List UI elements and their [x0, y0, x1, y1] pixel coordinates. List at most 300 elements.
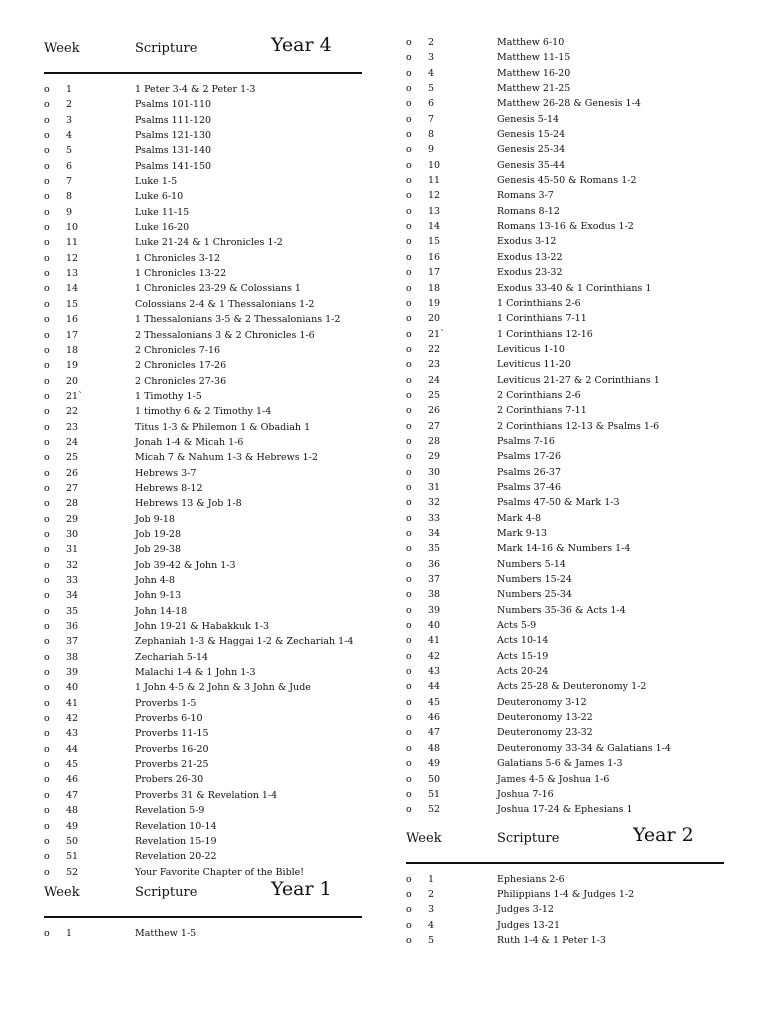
checkbox-circle-icon[interactable]: o: [406, 98, 412, 110]
scripture-reference: Micah 7 & Nahum 1-3 & Hebrews 1-2: [135, 452, 318, 464]
checkbox-circle-icon[interactable]: o: [406, 589, 412, 601]
week-number: 24: [66, 436, 79, 448]
checkbox-circle-icon[interactable]: o: [44, 482, 50, 494]
week-number: 32: [428, 497, 441, 509]
scripture-reference: Revelation 15-19: [135, 835, 217, 847]
reading-row: [406, 357, 724, 372]
checkbox-circle-icon[interactable]: o: [44, 99, 50, 111]
scripture-reference: James 4-5 & Joshua 1-6: [497, 773, 610, 785]
checkbox-circle-icon[interactable]: o: [406, 512, 412, 524]
scripture-reference: Ephesians 2-6: [497, 873, 565, 885]
year2-header: [406, 823, 724, 864]
year1-rows: [44, 926, 362, 941]
scripture-reference: 1 Chronicles 13-22: [135, 268, 227, 280]
scripture-reference: Psalms 131-140: [135, 145, 212, 157]
checkbox-circle-icon[interactable]: o: [44, 651, 50, 663]
checkbox-circle-icon[interactable]: o: [406, 497, 412, 509]
checkbox-circle-icon[interactable]: o: [44, 390, 50, 402]
week-number: 18: [428, 282, 441, 294]
checkbox-circle-icon[interactable]: o: [44, 667, 50, 679]
reading-row: [44, 558, 362, 573]
reading-row: [44, 297, 362, 312]
week-number: 49: [66, 820, 79, 832]
checkbox-circle-icon[interactable]: o: [44, 559, 50, 571]
reading-row: [406, 902, 724, 917]
reading-row: [406, 281, 724, 296]
reading-row: [44, 665, 362, 680]
week-number: 28: [66, 498, 79, 510]
checkbox-circle-icon[interactable]: o: [406, 159, 412, 171]
checkbox-circle-icon[interactable]: o: [406, 888, 412, 900]
checkbox-circle-icon[interactable]: o: [44, 176, 50, 188]
reading-row: [44, 542, 362, 557]
checkbox-circle-icon[interactable]: o: [406, 83, 412, 95]
scripture-reference: Numbers 35-36 & Acts 1-4: [497, 604, 626, 616]
scripture-reference: Your Favorite Chapter of the Bible!: [135, 866, 305, 878]
scripture-reference: Judges 3-12: [497, 904, 554, 916]
week-number: 13: [66, 268, 79, 280]
checkbox-circle-icon[interactable]: o: [406, 727, 412, 739]
reading-row: [406, 918, 724, 933]
reading-row: [406, 664, 724, 679]
right-stack: [406, 0, 724, 948]
scripture-reference: Acts 20-24: [497, 666, 549, 678]
reading-row: [406, 35, 724, 50]
checkbox-circle-icon[interactable]: o: [406, 343, 412, 355]
checkbox-circle-icon[interactable]: o: [406, 543, 412, 555]
checkbox-circle-icon[interactable]: o: [44, 406, 50, 418]
checkbox-circle-icon[interactable]: o: [44, 728, 50, 740]
checkbox-circle-icon[interactable]: o: [406, 389, 412, 401]
reading-row: [406, 526, 724, 541]
checkbox-circle-icon[interactable]: o: [406, 67, 412, 79]
checkbox-circle-icon[interactable]: o: [406, 175, 412, 187]
checkbox-circle-icon[interactable]: o: [44, 820, 50, 832]
week-number: 13: [428, 205, 441, 217]
reading-row: [44, 143, 362, 158]
scripture-reference: Acts 10-14: [497, 635, 549, 647]
reading-row: [406, 511, 724, 526]
week-number: 17: [428, 267, 441, 279]
reading-row: [406, 188, 724, 203]
checkbox-circle-icon[interactable]: o: [44, 114, 50, 126]
checkbox-circle-icon[interactable]: o: [406, 435, 412, 447]
checkbox-circle-icon[interactable]: o: [406, 742, 412, 754]
week-number: 2: [66, 99, 73, 111]
reading-row: [44, 281, 362, 296]
week-number: 5: [428, 934, 435, 946]
reading-row: [406, 403, 724, 418]
scripture-reference: Proverbs 16-20: [135, 743, 209, 755]
checkbox-circle-icon[interactable]: o: [406, 712, 412, 724]
week-number: 5: [66, 145, 73, 157]
reading-row: [406, 480, 724, 495]
checkbox-circle-icon[interactable]: o: [406, 604, 412, 616]
reading-row: [406, 603, 724, 618]
reading-row: [406, 933, 724, 948]
scripture-reference: Deuteronomy 13-22: [497, 712, 593, 724]
week-number: 37: [428, 574, 441, 586]
scripture-reference: Proverbs 31 & Revelation 1-4: [135, 789, 278, 801]
reading-row: [44, 97, 362, 112]
week-number: 17: [66, 329, 79, 341]
reading-row: [406, 327, 724, 342]
scripture-reference: Proverbs 11-15: [135, 728, 209, 740]
left-stack: [44, 0, 362, 941]
reading-row: [406, 756, 724, 771]
reading-row: [44, 343, 362, 358]
week-number: 44: [428, 681, 441, 693]
checkbox-circle-icon[interactable]: o: [406, 558, 412, 570]
reading-row: [406, 887, 724, 902]
week-number: 48: [66, 805, 79, 817]
scripture-reference: 1 Chronicles 3-12: [135, 252, 221, 264]
checkbox-circle-icon[interactable]: o: [406, 758, 412, 770]
scripture-reference: Psalms 7-16: [497, 435, 555, 447]
scripture-reference: 1 Corinthians 12-16: [497, 328, 593, 340]
checkbox-circle-icon[interactable]: o: [44, 206, 50, 218]
checkbox-circle-icon[interactable]: o: [406, 405, 412, 417]
week-number: 29: [66, 513, 79, 525]
week-number: 20: [66, 375, 79, 387]
week-number: 7: [428, 113, 435, 125]
scripture-reference: 1 Timothy 1-5: [135, 390, 202, 402]
scripture-reference: Galatians 5-6 & James 1-3: [497, 758, 623, 770]
checkbox-circle-icon[interactable]: o: [44, 682, 50, 694]
year-title: Year 1: [271, 877, 332, 900]
week-number: 43: [428, 666, 441, 678]
checkbox-circle-icon[interactable]: o: [44, 252, 50, 264]
checkbox-circle-icon[interactable]: o: [44, 636, 50, 648]
week-number: 28: [428, 435, 441, 447]
scripture-reference: Genesis 35-44: [497, 159, 566, 171]
checkbox-circle-icon[interactable]: o: [44, 590, 50, 602]
checkbox-circle-icon[interactable]: o: [406, 205, 412, 217]
reading-row: [406, 81, 724, 96]
checkbox-circle-icon[interactable]: o: [44, 84, 50, 95]
reading-row: [406, 741, 724, 756]
week-number: 11: [428, 175, 441, 187]
week-number: 36: [66, 621, 79, 633]
week-number: 34: [428, 528, 441, 539]
reading-row: [406, 772, 724, 787]
checkbox-circle-icon[interactable]: o: [406, 267, 412, 279]
checkbox-circle-icon[interactable]: o: [44, 467, 50, 479]
reading-row: [44, 328, 362, 343]
reading-row: [44, 450, 362, 465]
checkbox-circle-icon[interactable]: o: [44, 789, 50, 801]
week-number: 4: [428, 67, 435, 79]
checkbox-circle-icon[interactable]: o: [44, 621, 50, 633]
week-number: 42: [428, 650, 441, 662]
reading-row: [406, 204, 724, 219]
week-number: 9: [428, 144, 435, 156]
scripture-reference: Hebrews 13 & Job 1-8: [135, 498, 242, 510]
scripture-reference: 1 Peter 3-4 & 2 Peter 1-3: [135, 84, 256, 95]
scripture-reference: Luke 1-5: [135, 176, 178, 188]
scripture-reference: Joshua 7-16: [497, 788, 554, 800]
checkbox-circle-icon[interactable]: o: [44, 498, 50, 510]
week-number: 20: [428, 313, 441, 325]
week-number: 26: [66, 467, 79, 479]
week-number: 18: [66, 344, 79, 356]
checkbox-circle-icon[interactable]: o: [406, 420, 412, 432]
week-number: 8: [428, 129, 435, 141]
reading-row: [44, 113, 362, 128]
reading-row: [44, 312, 362, 327]
week-number: 38: [428, 589, 441, 601]
reading-row: [44, 788, 362, 803]
reading-row: [406, 618, 724, 633]
week-number: 14: [66, 283, 79, 295]
scripture-reference: Exodus 33-40 & 1 Corinthians 1: [497, 282, 652, 294]
checkbox-circle-icon[interactable]: o: [406, 666, 412, 678]
reading-row: [44, 159, 362, 174]
week-number: 51: [66, 851, 79, 863]
week-number: 21`: [66, 390, 83, 402]
reading-row: [406, 265, 724, 280]
scripture-reference: Colossians 2-4 & 1 Thessalonians 1-2: [135, 298, 315, 310]
checkbox-circle-icon[interactable]: o: [44, 222, 50, 234]
checkbox-circle-icon[interactable]: o: [406, 313, 412, 325]
reading-row: [406, 541, 724, 556]
scripture-reference: Genesis 45-50 & Romans 1-2: [497, 175, 637, 187]
week-number: 24: [428, 374, 441, 386]
checkbox-circle-icon[interactable]: o: [406, 773, 412, 785]
scripture-reference: 2 Chronicles 17-26: [135, 360, 227, 372]
reading-row: [406, 250, 724, 265]
reading-row: [44, 573, 362, 588]
checkbox-circle-icon[interactable]: o: [406, 328, 412, 340]
checkbox-circle-icon[interactable]: o: [406, 451, 412, 463]
checkbox-circle-icon[interactable]: o: [44, 360, 50, 372]
scripture-reference: Job 19-28: [135, 528, 182, 540]
scripture-reference: 2 Thessalonians 3 & 2 Chronicles 1-6: [135, 329, 315, 341]
scripture-reference: Matthew 26-28 & Genesis 1-4: [497, 98, 641, 110]
week-number: 43: [66, 728, 79, 740]
reading-row: [44, 512, 362, 527]
reading-row: [44, 527, 362, 542]
checkbox-circle-icon[interactable]: o: [44, 130, 50, 142]
reading-row: [406, 787, 724, 802]
checkbox-circle-icon[interactable]: o: [44, 805, 50, 817]
checkbox-circle-icon[interactable]: o: [44, 268, 50, 280]
checkbox-circle-icon[interactable]: o: [44, 436, 50, 448]
checkbox-circle-icon[interactable]: o: [44, 191, 50, 203]
week-number: 23: [428, 359, 441, 371]
checkbox-circle-icon[interactable]: o: [406, 359, 412, 371]
checkbox-circle-icon[interactable]: o: [406, 144, 412, 156]
week-number: 23: [66, 421, 79, 433]
reading-row: [44, 481, 362, 496]
checkbox-circle-icon[interactable]: o: [44, 344, 50, 356]
week-number: 37: [66, 636, 79, 648]
week-number: 47: [66, 789, 79, 801]
scripture-reference: 2 Corinthians 2-6: [497, 389, 581, 401]
reading-row: [406, 557, 724, 572]
checkbox-circle-icon[interactable]: o: [406, 466, 412, 478]
checkbox-circle-icon[interactable]: o: [406, 919, 412, 931]
scripture-reference: 2 Corinthians 7-11: [497, 405, 587, 417]
checkbox-circle-icon[interactable]: o: [406, 696, 412, 708]
checkbox-circle-icon[interactable]: o: [406, 528, 412, 539]
checkbox-circle-icon[interactable]: o: [44, 298, 50, 310]
checkbox-circle-icon[interactable]: o: [44, 927, 50, 939]
reading-row: [44, 619, 362, 634]
week-number: 39: [428, 604, 441, 616]
scripture-reference: Acts 25-28 & Deuteronomy 1-2: [497, 681, 647, 693]
week-number: 52: [66, 866, 79, 878]
checkbox-circle-icon[interactable]: o: [406, 681, 412, 693]
scripture-reference: Matthew 6-10: [497, 37, 565, 48]
checkbox-circle-icon[interactable]: o: [406, 635, 412, 647]
week-number: 1: [66, 84, 73, 95]
scripture-reference: Luke 6-10: [135, 191, 184, 203]
checkbox-circle-icon[interactable]: o: [44, 544, 50, 556]
checkbox-circle-icon[interactable]: o: [44, 528, 50, 540]
checkbox-circle-icon[interactable]: o: [44, 605, 50, 617]
week-number: 39: [66, 667, 79, 679]
checkbox-circle-icon[interactable]: o: [44, 575, 50, 586]
week-number: 2: [428, 888, 435, 900]
reading-row: [406, 373, 724, 388]
reading-row: [44, 189, 362, 204]
reading-row: [406, 495, 724, 510]
reading-row: [44, 404, 362, 419]
checkbox-circle-icon[interactable]: o: [44, 375, 50, 387]
week-number: 12: [428, 190, 441, 202]
checkbox-circle-icon[interactable]: o: [406, 374, 412, 386]
checkbox-circle-icon[interactable]: o: [44, 283, 50, 295]
scripture-reference: Judges 13-21: [497, 919, 560, 931]
reading-row: [406, 872, 724, 887]
week-number: 22: [428, 343, 441, 355]
checkbox-circle-icon[interactable]: o: [406, 52, 412, 64]
week-number: 10: [66, 222, 79, 234]
scripture-reference: Revelation 20-22: [135, 851, 217, 863]
week-number: 7: [66, 176, 73, 188]
checkbox-circle-icon[interactable]: o: [406, 873, 412, 885]
checkbox-circle-icon[interactable]: o: [406, 129, 412, 141]
week-number: 30: [66, 528, 79, 540]
right-column: [406, 0, 724, 948]
checkbox-circle-icon[interactable]: o: [44, 314, 50, 326]
scripture-reference: Matthew 16-20: [497, 67, 571, 79]
scripture-reference: Mark 9-13: [497, 528, 548, 539]
week-column-label: Week: [44, 884, 80, 900]
reading-row: [44, 588, 362, 603]
checkbox-circle-icon[interactable]: o: [44, 851, 50, 863]
reading-row: [406, 96, 724, 111]
week-number: 35: [66, 605, 79, 617]
checkbox-circle-icon[interactable]: o: [44, 329, 50, 341]
scripture-reference: Mark 4-8: [497, 512, 542, 524]
checkbox-circle-icon[interactable]: o: [44, 697, 50, 709]
reading-row: [406, 725, 724, 740]
week-number: 34: [66, 590, 79, 602]
checkbox-circle-icon[interactable]: o: [44, 866, 50, 878]
checkbox-circle-icon[interactable]: o: [44, 713, 50, 725]
scripture-reference: Romans 13-16 & Exodus 1-2: [497, 221, 634, 233]
reading-row: [406, 434, 724, 449]
checkbox-circle-icon[interactable]: o: [406, 904, 412, 916]
week-number: 3: [428, 52, 435, 64]
reading-row: [44, 803, 362, 818]
week-number: 9: [66, 206, 73, 218]
checkbox-circle-icon[interactable]: o: [406, 37, 412, 48]
checkbox-circle-icon[interactable]: o: [44, 743, 50, 755]
checkbox-circle-icon[interactable]: o: [406, 620, 412, 632]
checkbox-circle-icon[interactable]: o: [44, 774, 50, 786]
reading-row: [44, 128, 362, 143]
week-number: 5: [428, 83, 435, 95]
reading-row: [406, 112, 724, 127]
checkbox-circle-icon[interactable]: o: [406, 282, 412, 294]
reading-row: [44, 435, 362, 450]
scripture-reference: 2 Corinthians 12-13 & Psalms 1-6: [497, 420, 660, 432]
checkbox-circle-icon[interactable]: o: [44, 759, 50, 771]
scripture-column-label: Scripture: [135, 41, 198, 56]
scripture-reference: Deuteronomy 33-34 & Galatians 1-4: [497, 742, 671, 754]
scripture-reference: 1 Chronicles 23-29 & Colossians 1: [135, 283, 301, 295]
scripture-reference: Psalms 26-37: [497, 466, 562, 478]
checkbox-circle-icon[interactable]: o: [406, 251, 412, 263]
checkbox-circle-icon[interactable]: o: [44, 237, 50, 249]
scripture-reference: Matthew 1-5: [135, 927, 197, 939]
reading-row: [406, 173, 724, 188]
checkbox-circle-icon[interactable]: o: [44, 513, 50, 525]
week-number: 41: [66, 697, 79, 709]
checkbox-circle-icon[interactable]: o: [406, 934, 412, 946]
checkbox-circle-icon[interactable]: o: [44, 835, 50, 847]
week-number: 33: [428, 512, 441, 524]
checkbox-circle-icon[interactable]: o: [406, 481, 412, 493]
week-number: 41: [428, 635, 441, 647]
checkbox-circle-icon[interactable]: o: [44, 452, 50, 464]
week-number: 14: [428, 221, 441, 233]
scripture-reference: 1 Corinthians 7-11: [497, 313, 587, 325]
reading-row: [406, 127, 724, 142]
week-number: 31: [428, 481, 441, 493]
checkbox-circle-icon[interactable]: o: [44, 145, 50, 157]
reading-row: [44, 696, 362, 711]
checkbox-circle-icon[interactable]: o: [406, 236, 412, 248]
scripture-reference: Exodus 3-12: [497, 236, 557, 248]
reading-row: [44, 82, 362, 97]
checkbox-circle-icon[interactable]: o: [406, 650, 412, 662]
reading-row: [406, 142, 724, 157]
reading-row: [44, 266, 362, 281]
scripture-reference: Deuteronomy 3-12: [497, 696, 587, 708]
left-column: [44, 0, 362, 941]
checkbox-circle-icon[interactable]: o: [44, 421, 50, 433]
checkbox-circle-icon[interactable]: o: [406, 804, 412, 816]
reading-row: [44, 374, 362, 389]
checkbox-circle-icon[interactable]: o: [406, 221, 412, 233]
checkbox-circle-icon[interactable]: o: [406, 297, 412, 309]
week-column-label: Week: [406, 830, 442, 846]
week-number: 47: [428, 727, 441, 739]
checkbox-circle-icon[interactable]: o: [406, 788, 412, 800]
scripture-reference: Job 29-38: [135, 544, 182, 556]
scripture-reference: Acts 15-19: [497, 650, 549, 662]
scripture-reference: Luke 16-20: [135, 222, 190, 234]
reading-row: [44, 849, 362, 864]
checkbox-circle-icon[interactable]: o: [406, 190, 412, 202]
checkbox-circle-icon[interactable]: o: [406, 574, 412, 586]
checkbox-circle-icon[interactable]: o: [44, 160, 50, 172]
checkbox-circle-icon[interactable]: o: [406, 113, 412, 125]
